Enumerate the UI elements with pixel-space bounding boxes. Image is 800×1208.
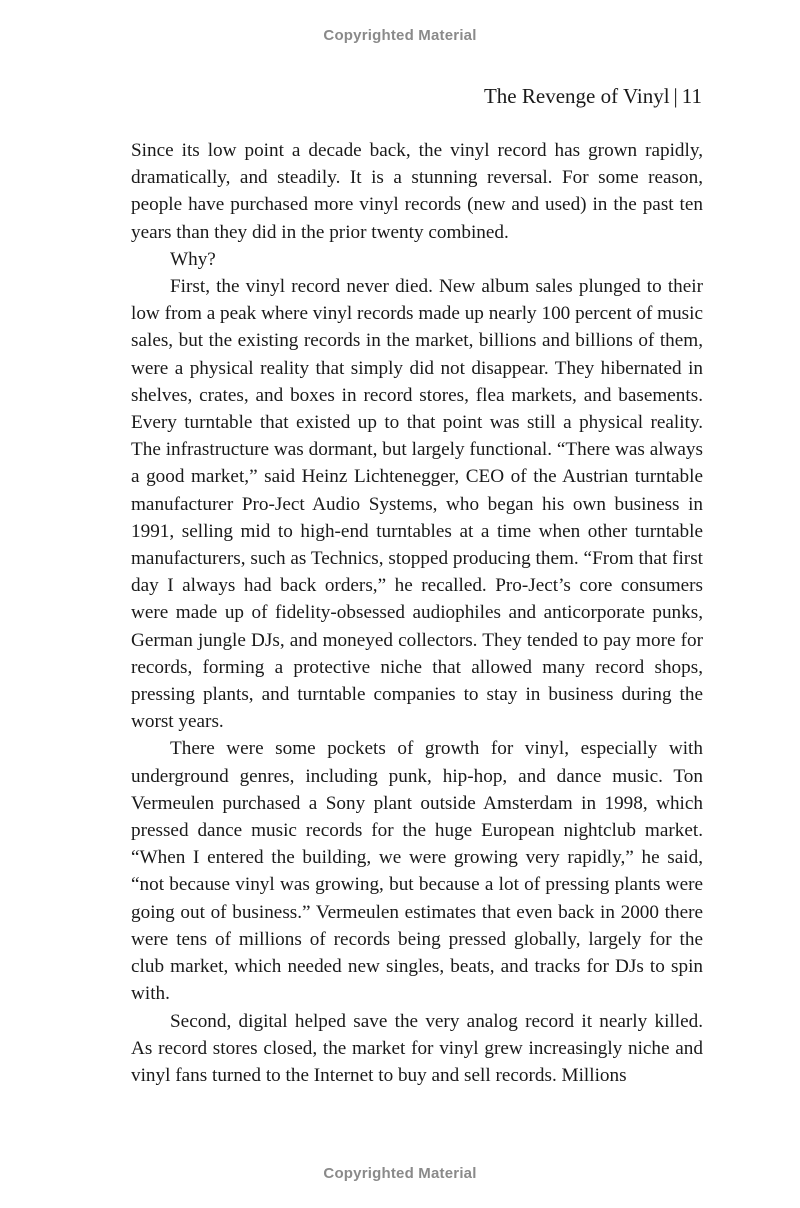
paragraph-second: Second, digital helped save the very analog record it nearly killed. As record stores closed, the market for vinyl grew increasingly niche and vinyl fans turned to the Internet to buy and sell records. Millions: [131, 1010, 703, 1086]
body-text: [131, 137, 703, 1089]
paragraph-pockets: There were some pockets of growth for vinyl, especially with underground genres, including punk, hip-hop, and dance music. Ton Vermeulen purchased a Sony plant outside Amsterdam in 1998, which pressed dance music records for the huge European nightclub market. “When I entered the building, we were growing very rapidly,” he said, “not because vinyl was growing, but because a lot of pressing plants were going out of business.” Vermeulen estimates that even back in 2000 there were tens of millions of records being pressed globally, largely for the club market, which needed new singles, beats, and tracks for DJs to spin with.: [131, 738, 703, 1005]
paragraph-why: Why?: [170, 248, 216, 270]
paragraph-intro: Since its low point a decade back, the vinyl record has grown rapidly, dramatically, and steadily. It is a stunning reversal. For some reason, people have purchased more vinyl records (new and used) in the past ten years than they did in the prior twenty combined.: [131, 140, 703, 243]
paragraph-first: First, the vinyl record never died. New album sales plunged to their low from a peak where vinyl records made up nearly 100 percent of music sales, but the existing records in the market, billions and billions of them, were a physical reality that simply did not disappear. They hibernated in shelves, crates, and boxes in record stores, flea markets, and basements. Every turntable that existed up to that point was still a physical reality. The infrastructure was dormant, but largely functional. “There was always a good market,” said Heinz Lichtenegger, CEO of the Austrian turntable manufacturer Pro-Ject Audio Systems, who began his own business in 1991, selling mid to high-end turntables at a time when other turntable manufacturers, such as Technics, stopped producing them. “From that first day I always had back orders,” he recalled. Pro-Ject’s core consumers were made up of fidelity-obsessed audiophiles and anticorporate punks, German jungle DJs, and moneyed collectors. They tended to pay more for records, forming a protective niche that allowed many record shops, pressing plants, and turntable companies to stay in business during the worst years.: [131, 276, 703, 733]
page-number: 11: [681, 84, 702, 108]
copyright-watermark-bottom: Copyrighted Material: [323, 1165, 477, 1182]
header-separator: |: [673, 84, 678, 108]
running-header: [484, 84, 702, 109]
chapter-title: The Revenge of Vinyl: [483, 84, 670, 108]
copyright-watermark-top: Copyrighted Material: [323, 27, 477, 44]
